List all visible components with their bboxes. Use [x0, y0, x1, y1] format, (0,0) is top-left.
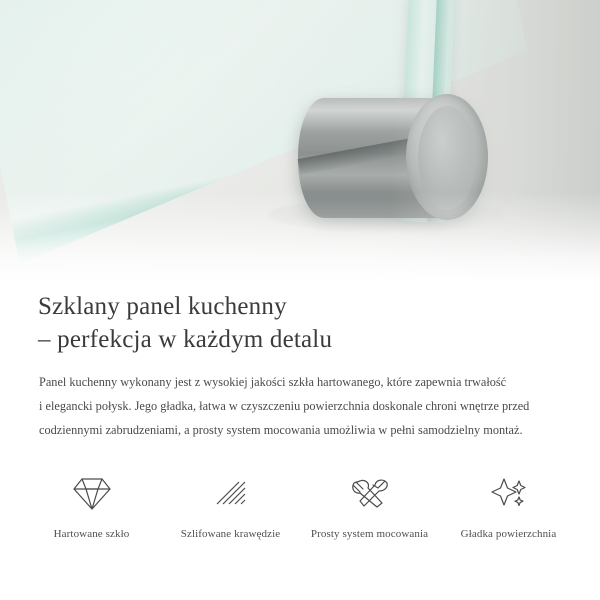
description-line-2: i elegancki połysk. Jego gładka, łatwa w czyszczeniu powierzchnia doskonale chroni wnętrze przed — [39, 399, 530, 413]
feature-list — [22, 472, 578, 540]
feature-item-tempered-glass — [22, 472, 161, 540]
description-text — [39, 370, 563, 442]
feature-label: Hartowane szkło — [53, 528, 130, 540]
diamond-icon — [22, 472, 161, 516]
feature-item-smooth-surface — [439, 472, 578, 540]
photo-fade-to-white — [0, 192, 600, 282]
page-title — [38, 290, 568, 356]
feature-label: Gładka powierzchnia — [460, 528, 557, 540]
description-line-3: codziennymi zabrudzeniami, a prosty system mocowania umożliwia w pełni samodzielny montaż. — [39, 423, 523, 437]
feature-label: Prosty system mocowania — [310, 528, 429, 540]
hero-photo — [0, 0, 600, 282]
headline-line-2: – perfekcja w każdym detalu — [38, 326, 333, 353]
polished-edge-icon — [161, 472, 300, 516]
content-area — [0, 282, 600, 600]
feature-item-simple-mounting — [300, 472, 439, 540]
sparkle-icon — [439, 472, 578, 516]
feature-label: Szlifowane krawędzie — [180, 528, 281, 540]
feature-item-polished-edges — [161, 472, 300, 540]
description-line-1: Panel kuchenny wykonany jest z wysokiej jakości szkła hartowanego, które zapewnia trwałość — [39, 375, 507, 389]
headline-line-1: Szklany panel kuchenny — [38, 293, 287, 320]
tools-icon — [300, 472, 439, 516]
